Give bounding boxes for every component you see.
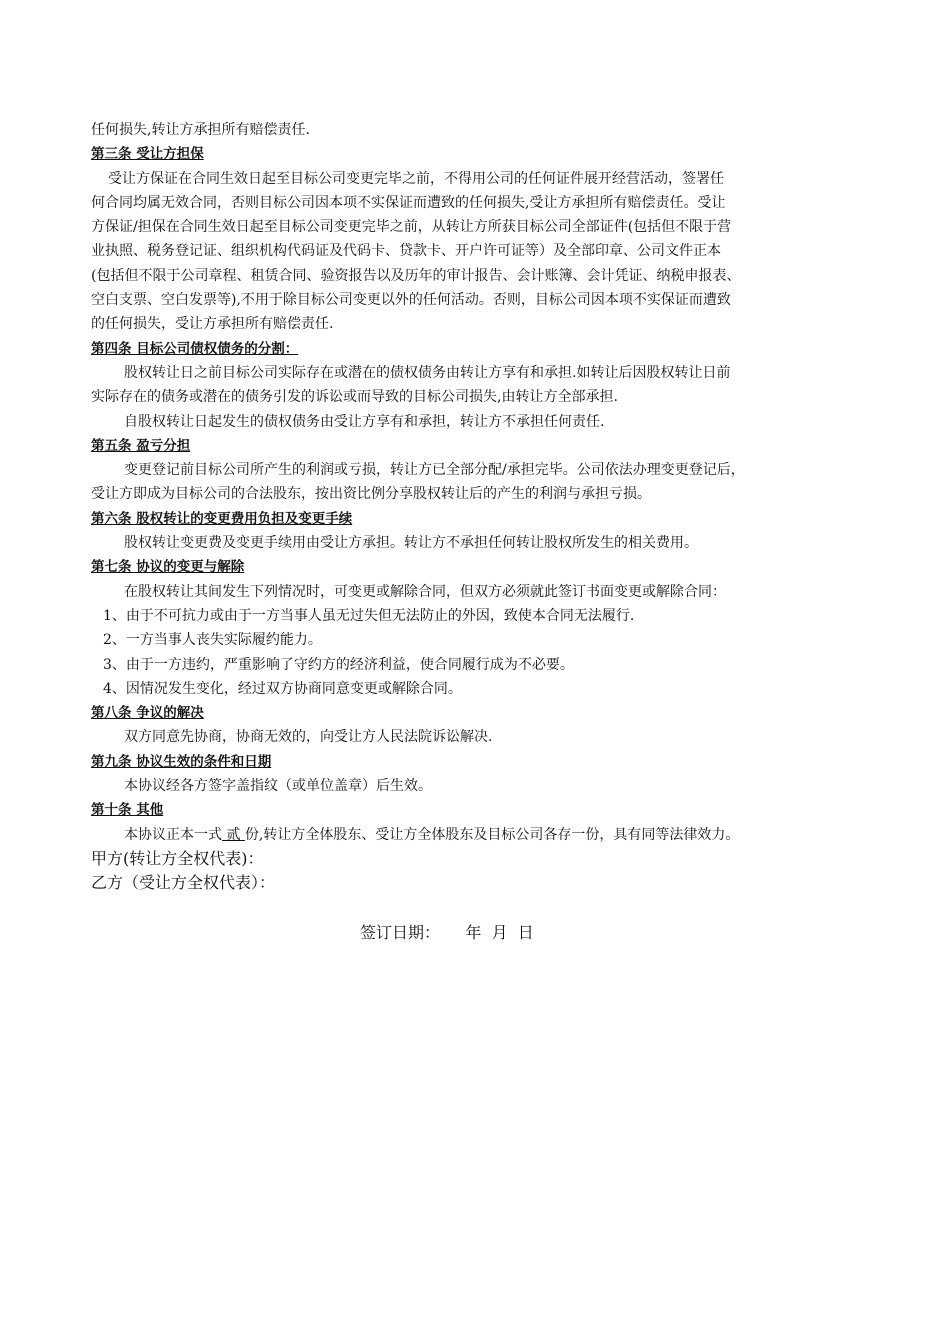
article-6-line: 股权转让变更费及变更手续用由受让方承担。转让方不承担任何转让股权所发生的相关费用。 [124,535,698,552]
article-7-item: 3、由于一方违约，严重影响了守约方的经济利益，使合同履行成为不必要。 [103,656,574,673]
document-body [91,118,871,895]
article-3-line: (包括但不限于公司章程、租赁合同、验资报告以及历年的审计报告、会计账簿、会计凭证、纳税申报表、 [91,267,741,284]
article-9-line: 本协议经各方签字盖指纹（或单位盖章）后生效。 [124,778,432,795]
article-3-line: 方保证/担保在合同生效日起至目标公司变更完毕之前，从转让方所获目标公司全部证件(包括但不限于营 [91,219,732,236]
article-8-heading: 第八条 争议的解决 [91,705,204,722]
article-10-post: 份,转让方全体股东、受让方全体股东及目标公司各存一份，具有同等法律效力。 [244,826,740,843]
article-4-line: 股权转让日之前目标公司实际存在或潜在的债权债务由转让方享有和承担.如转让后因股权转让日前 [124,364,731,381]
article-4-heading: 第四条 目标公司债权债务的分割： [91,340,299,357]
article-10-line [91,823,871,847]
article-3-line: 的任何损失，受让方承担所有赔偿责任. [91,316,334,333]
article-5-line: 受让方即成为目标公司的合法股东，按出资比例分享股权转让后的产生的利润与承担亏损。 [91,486,651,503]
article-9-heading: 第九条 协议生效的条件和日期 [91,753,272,770]
article-5-heading: 第五条 盈亏分担 [91,437,191,454]
intro-line: 任何损失,转让方承担所有赔偿责任. [91,122,310,138]
party-a-signature: 甲方(转让方全权代表)： [91,848,264,868]
copy-count: 贰 [222,826,245,843]
article-7-line: 在股权转让其间发生下列情况时，可变更或解除合同，但双方必须就此签订书面变更或解除合同： [124,583,726,600]
article-5-line: 变更登记前目标公司所产生的利润或亏损，转让方已全部分配/承担完毕。公司依法办理变更登记后， [124,462,745,479]
signing-date: 签订日期： 年 月 日 [360,923,534,942]
article-3-line: 空白支票、空白发票等),不用于除目标公司变更以外的任何活动。否则，目标公司因本项不实保证而遭致 [91,292,731,309]
article-7-heading: 第七条 协议的变更与解除 [91,559,245,576]
article-7-item: 4、因情况发生变化，经过双方协商同意变更或解除合同。 [103,680,462,697]
article-4-line: 自股权转让日起发生的债权债务由受让方享有和承担，转让方不承担任何责任. [124,413,605,430]
article-3-line: 受让方保证在合同生效日起至目标公司变更完毕之前，不得用公司的任何证件展开经营活动，签署任 [108,170,724,187]
article-3-line: 业执照、税务登记证、组织机构代码证及代码卡、贷款卡、开户许可证等）及全部印章、公司文件正本 [91,243,721,260]
article-7-item: 2、一方当事人丧失实际履约能力。 [103,632,322,649]
article-10-pre: 本协议正本一式 [124,826,222,843]
article-3-heading: 第三条 受让方担保 [91,146,204,163]
article-7-item: 1、由于不可抗力或由于一方当事人虽无过失但无法防止的外因，致使本合同无法履行. [103,607,635,624]
article-10-heading: 第十条 其他 [91,802,164,819]
party-b-signature: 乙方（受让方全权代表）： [91,872,276,892]
article-8-line: 双方同意先协商，协商无效的，向受让方人民法院诉讼解决. [124,729,493,746]
article-3-line: 何合同均属无效合同，否则目标公司因本项不实保证而遭致的任何损失,受让方承担所有赔偿责任。受让 [91,194,726,211]
article-6-heading: 第六条 股权转让的变更费用负担及变更手续 [91,510,353,527]
article-4-line: 实际存在的债务或潜在的债务引发的诉讼或而导致的目标公司损失,由转让方全部承担. [91,389,618,406]
